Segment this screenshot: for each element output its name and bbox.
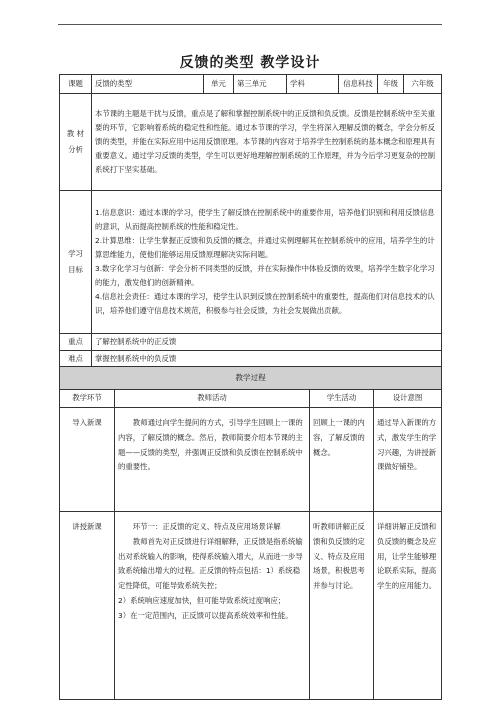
- analysis-text: 本节课的主题是干扰与反馈，重点是了解和掌握控制系统中的正反馈和负反馈。反馈是控制系统中至关重要的环节，它影响着系统的稳定性和性能。通过本节课的学习，学生将深入理解反馈的概念，学会分析反馈的类型，并能在实际应用中运用反馈原理。本节课的内容对于培养学生控制系统的基本概念和原理具有重要意义。通过学习反馈的类型，学生可以更好地理解控制系统的工作原理，并为今后学习更复杂的控制系统打下坚实基础。: [92, 94, 442, 191]
- column-header-intent: 设计意图: [374, 390, 442, 408]
- process-table: [59, 366, 442, 700]
- goal-item: 4.信息社会责任：通过本课的学习，使学生认识到反馈在控制系统中的重要性，提高他们对信息技术的认识，培养他们遵守信息技术规范，积极参与社会反馈，为社会发展做出贡献。: [95, 292, 435, 316]
- student-activity-cell: 听教师讲解正反馈和负反馈的定义、特点及应用场景，积极思考并参与讨论。: [310, 512, 374, 700]
- grade-value: 六年级: [404, 75, 442, 94]
- process-heading: 教学过程: [60, 367, 442, 390]
- goals-label: 学习 目标: [60, 191, 92, 334]
- process-column-headers: [60, 390, 442, 408]
- table-row: [60, 408, 442, 512]
- subject-label: 学科: [287, 75, 339, 94]
- header-rule: [58, 24, 442, 25]
- column-header-student: 学生活动: [310, 390, 374, 408]
- document-title: 反馈的类型 教学设计: [179, 55, 321, 71]
- teacher-line: 教师首先对正反馈进行详细解释，正反馈是指系统输出对系统输入的影响，使得系统输入增大，从而进一步导致系统输出增大的过程。正反馈的特点包括：1）系统稳定性降低，可能导致系统失控；: [118, 536, 303, 591]
- teacher-line: 环节一：正反馈的定义、特点及应用场景详解: [132, 522, 281, 531]
- topic-label: 课题: [60, 75, 92, 94]
- subject-value: 信息科技: [339, 75, 378, 94]
- goal-item: 2.计算思维：让学生掌握正反馈和负反馈的概念，并通过实例理解其在控制系统中的应用，培养学生的计算思维能力，使他们能够运用反馈原理解决实际问题。: [95, 235, 435, 259]
- grade-label: 年级: [378, 75, 404, 94]
- stage-cell: 讲授新课: [60, 512, 115, 700]
- analysis-label: 教 材 分析: [60, 94, 92, 191]
- info-table: [59, 74, 442, 368]
- table-row: [60, 512, 442, 700]
- goals-row: [60, 191, 442, 334]
- goal-item: 1.信息意识：通过本课的学习，使学生了解反馈在控制系统中的重要作用，培养他们识别和利用反馈信息的意识，从而提高控制系统的性能和稳定性。: [95, 207, 435, 231]
- process-heading-row: [60, 367, 442, 390]
- teacher-activity-cell: [115, 512, 310, 700]
- key-point-text: 了解控制系统中的正反馈: [92, 334, 442, 351]
- key-point-row: [60, 334, 442, 351]
- teacher-line: 2）系统响应速度加快，但可能导致系统过度响应；: [118, 596, 286, 606]
- design-intent-cell: 通过导入新课的方式，激发学生的学习兴趣，为讲授新课做好铺垫。: [374, 408, 442, 512]
- column-header-teacher: 教师活动: [115, 390, 310, 408]
- teacher-line: 3）在一定范围内，正反馈可以提高系统效率和性能。: [118, 610, 293, 620]
- topic-value: 反馈的类型: [92, 75, 204, 94]
- goal-item: 3.数字化学习与创新：学会分析不同类型的反馈，并在实际操作中体验反馈的效果，培养学生数字化学习的能力，激发他们的创新精神。: [95, 264, 435, 288]
- stage-cell: 导入新课: [60, 408, 115, 512]
- student-activity-cell: 回顾上一课的内容，了解反馈的概念。: [310, 408, 374, 512]
- topic-row: [60, 75, 442, 94]
- unit-label: 单元: [204, 75, 234, 94]
- difficulty-row: [60, 351, 442, 368]
- analysis-row: [60, 94, 442, 191]
- difficulty-text: 掌握控制系统中的负反馈: [92, 351, 442, 368]
- key-point-label: 重点: [60, 334, 92, 351]
- goals-list: [92, 191, 442, 334]
- difficulty-label: 难点: [60, 351, 92, 368]
- column-header-stage: 教学环节: [60, 390, 115, 408]
- teacher-activity-cell: 教师通过向学生提问的方式，引导学生回顾上一课的内容，了解反馈的概念。然后，教师简要介绍本节课的主题——反馈的类型，并强调正反馈和负反馈在控制系统中的重要性。: [115, 408, 310, 512]
- unit-value: 第三单元: [234, 75, 287, 94]
- design-intent-cell: 详细讲解正反馈和负反馈的概念及应用，让学生能够理论联系实际，提高学生的应用能力。: [374, 512, 442, 700]
